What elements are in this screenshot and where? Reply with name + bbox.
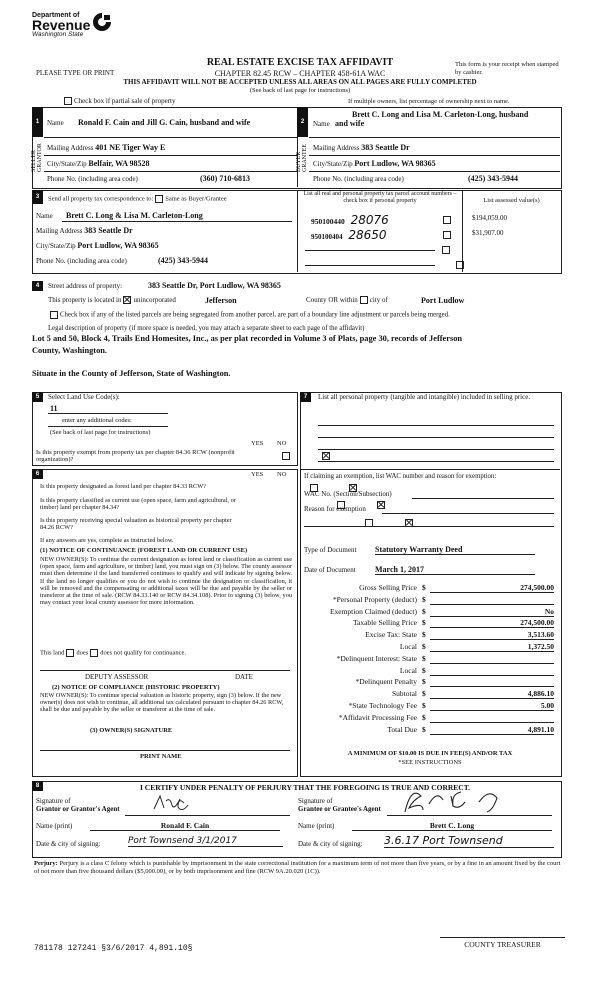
fee-value: [430, 677, 554, 687]
personal-property-checkbox[interactable]: [456, 261, 464, 269]
fee-label: *Delinquent Interest: State: [336, 653, 417, 663]
personal-property-checkbox[interactable]: [443, 216, 451, 224]
tax-mail-label: Mailing Address: [36, 227, 83, 235]
grantee-date-city: 3.6.17 Port Townsend: [384, 834, 554, 848]
grantee-name-label: Name (print): [298, 822, 335, 830]
fee-label: Exemption Claimed (deduct): [329, 606, 417, 616]
tax-corr-label: Send all property tax correspondence to: Same as Buyer/Grantee: [48, 195, 227, 203]
tax-city-label: City/State/Zip: [36, 242, 76, 250]
seller-name-label: Name: [47, 119, 64, 127]
logo-revenue: Revenue: [32, 17, 91, 33]
s6-no-label: NO: [277, 471, 287, 478]
fee-value: [430, 713, 554, 723]
unincorporated-checkbox[interactable]: [123, 296, 131, 304]
fee-value: [430, 595, 554, 605]
legal-line2: County, Washington.: [32, 346, 108, 355]
fee-row: [302, 642, 554, 654]
parcel-number: 950100440: [311, 217, 345, 226]
county-name: Jefferson: [205, 296, 237, 305]
segregated-checkbox[interactable]: [50, 311, 58, 319]
parcel-value: $194,059.00: [472, 214, 507, 222]
grantee-sig-label: Signature of Grantee or Grantee's Agent: [298, 797, 381, 813]
fee-label: *State Technology Fee: [348, 700, 417, 710]
parcel-header: List all real and personal property tax parcel account numbers – check box if personal property: [303, 191, 457, 204]
county-label: County OR within city of: [306, 296, 388, 304]
fee-label: Excise Tax: State: [365, 630, 417, 640]
section-5-marker: 5: [32, 392, 43, 402]
tax-name: Brett C. Long & Lisa M. Carleton-Long: [66, 211, 203, 220]
grantee-date-label: Date & city of signing:: [298, 840, 363, 848]
situate-line: Situate in the County of Jefferson, State of Washington.: [32, 369, 231, 378]
does-checkbox[interactable]: [66, 649, 74, 657]
fee-rows: [302, 583, 554, 736]
section-3-marker: 3: [32, 190, 43, 204]
notice2-title: (2) NOTICE OF COMPLIANCE (HISTORIC PROPERTY): [52, 684, 220, 691]
fee-label: *Personal Property (deduct): [332, 594, 417, 604]
multiple-owners: If multiple owners, list percentage of ownership next to name.: [348, 98, 510, 105]
deputy-assessor-label: DEPUTY ASSESSOR: [85, 673, 149, 681]
fee-value: 274,500.00: [430, 583, 554, 593]
partial-sale: Check box if partial sale of property: [62, 97, 175, 105]
form-title: REAL ESTATE EXCISE TAX AFFIDAVIT: [206, 57, 394, 68]
fee-value: 3,513.60: [430, 630, 554, 640]
parcel-row: [311, 213, 459, 227]
fee-value: [430, 654, 554, 664]
fee-value: [430, 666, 554, 676]
fee-value: 5.00: [430, 701, 554, 711]
legal-line1: Lot 5 and 50, Block 4, Trails End Homesites, Inc., as per plat recorded in Volume 3 of Plats, page 30, records of Jefferson: [32, 334, 463, 343]
doc-date: March 1, 2017: [375, 565, 535, 575]
grantor-signature: [150, 793, 230, 813]
notice1-title: (1) NOTICE OF CONTINUANCE (FOREST LAND OR CURRENT USE): [40, 547, 248, 554]
parcel-number: 950100404: [311, 233, 343, 241]
fee-label: *Delinquent Penalty: [355, 677, 417, 687]
personal-property-label: List all personal property (tangible and intangible) included in selling price.: [318, 393, 531, 401]
dollar-sign: $: [422, 724, 426, 734]
seller-phone-label: Phone No. (including area code): [47, 175, 138, 183]
fee-row: [302, 677, 554, 689]
parcel-handwritten: 28650: [348, 228, 387, 242]
please-type: PLEASE TYPE OR PRINT: [36, 69, 115, 77]
minimum-fee-note: A MINIMUM OF $10.00 IS DUE IN FEE(S) AND/OR TAX: [347, 750, 513, 757]
notice2-body: NEW OWNER(S): To continue special valuation as historic property, sign (3) below. If the new owner(s) does not wish to continue, all additional tax calculated pursuant to chapter 84.26 RCW, shall be due and payable by the seller or transferor at the time of sale.: [40, 692, 284, 714]
dollar-sign: $: [422, 653, 426, 663]
buyer-city-label: City/State/Zip: [313, 160, 353, 168]
yes-label: YES: [251, 440, 264, 447]
seller-city-label: City/State/Zip: [47, 160, 87, 168]
fee-row: [302, 666, 554, 678]
fee-row: [302, 654, 554, 666]
grantor-date-label: Date & city of signing:: [36, 840, 101, 848]
dollar-sign: $: [422, 689, 426, 699]
additional-codes: enter any additional codes:: [62, 417, 132, 424]
fee-label: *Affidavit Processing Fee: [338, 712, 417, 722]
date-label: DATE: [235, 673, 253, 681]
logo-state: Washington State: [32, 31, 84, 38]
logo-emblem-icon: [92, 12, 112, 34]
grantor-sig-label: Signature of Grantor or Grantor's Agent: [36, 797, 120, 813]
street-address: 383 Seattle Dr, Port Ludlow, WA 98365: [148, 281, 281, 290]
parcel-row: [311, 228, 459, 242]
dollar-sign: $: [422, 630, 426, 640]
land-use-see-back: (See back of last page for instructions): [50, 429, 151, 436]
print-name-label: PRINT NAME: [140, 753, 182, 760]
fee-row: [302, 618, 554, 630]
fee-label: Local: [399, 665, 417, 675]
fee-row: [302, 583, 554, 595]
dollar-sign: $: [422, 606, 426, 616]
form-see-back: (See back of last page for instructions): [249, 87, 351, 94]
s6-yes-label: YES: [251, 471, 264, 478]
county-treasurer: COUNTY TREASURER: [464, 940, 541, 949]
receipt-note: This form is your receipt when stamped by cashier.: [455, 61, 559, 76]
fee-label: Local: [399, 641, 417, 651]
city-of-checkbox[interactable]: [360, 296, 368, 304]
owner-signature-label: (3) OWNER(S) SIGNATURE: [90, 727, 173, 734]
personal-property-checkbox[interactable]: [443, 231, 451, 239]
wac-label: WAC No. (Section/Subsection): [304, 490, 392, 498]
section-6-marker: 6: [32, 469, 43, 479]
exempt-yes-checkbox[interactable]: [282, 452, 290, 460]
fee-value: 4,886.10: [430, 689, 554, 699]
perjury-note: Perjury: Perjury is a class C felony which is punishable by imprisonment in the state correctional institution for a maximum term of not more than five years, or by a fine in an amount fixed by the court of not more than five thousand dollars ($5,000.00), or by both imprisonment and fine (RCW 9A.20.020 (1C)).: [34, 860, 561, 875]
fee-value: No: [430, 607, 554, 617]
buyer-name-label: Name: [313, 120, 330, 128]
fee-row: [302, 689, 554, 701]
parcel-handwritten: 28076: [350, 213, 389, 227]
buyer-name-line2: and wife: [335, 119, 365, 128]
notice1-body: NEW OWNER(S): To continue the current designation as forest land or classification as current use (open space, farm and agriculture, or timber) land, you must sign on (3) below. The county assessor must then determine if the land transferred continues to qualify and will indicate by signing below. If the land no longer qualifies or you do not wish to continue the designation or classification, it will be removed and the compensating or additional taxes will be due and payable by the seller or transferor at the time of sale. (RCW 84.33.140 or RCW 84.34.108). Prior to signing (3) below, you may contact your local county assessor for more information.: [40, 556, 292, 607]
grantor-date-city: Port Townsend 3/1/2017: [128, 836, 283, 847]
section-4-marker: 4: [32, 281, 43, 291]
assessed-header: List assessed value(s): [483, 197, 540, 204]
seller-mail: 401 NE Tiger Way E: [95, 143, 166, 152]
historic-question: Is this property receiving special valuation as historical property per chapter 84.26 RCW?: [40, 517, 232, 531]
grantee-name: Brett C. Long: [352, 821, 552, 831]
fee-label: Taxable Selling Price: [352, 618, 417, 628]
doc-date-label: Date of Document: [304, 566, 356, 574]
seller-name: Ronald F. Cain and Jill G. Cain, husband and wife: [78, 118, 251, 127]
grantor-name-label: Name (print): [36, 822, 73, 830]
buyer-mail-label: Mailing Address: [313, 144, 360, 152]
land-use-label: Select Land Use Code(s):: [48, 393, 120, 401]
dollar-sign: $: [422, 641, 426, 651]
fee-row: [302, 630, 554, 642]
forest-question: Is this property designated as forest land per chapter 84.33 RCW?: [40, 483, 206, 490]
tax-city: Port Ludlow, WA 98365: [77, 241, 159, 250]
receipt-stamp: 781178 127241 §3/6/2017 4,891.10§: [34, 944, 193, 953]
dollar-sign: $: [422, 594, 426, 604]
partial-sale-checkbox[interactable]: [64, 97, 72, 105]
segregated-line: Check box if any of the listed parcels are being segregated from another parcel, are part of a boundary line adjustment or parcels being merged.: [48, 311, 450, 319]
buyer-city: Port Ludlow, WA 98365: [354, 159, 436, 168]
fee-row: [302, 607, 554, 619]
tax-phone: (425) 343-5944: [158, 256, 208, 265]
current-use-question: Is this property classified as current use (open space, farm and agricultural, or timber) land per chapter 84.34?: [40, 497, 236, 511]
dor-logo: [32, 12, 132, 52]
fee-value: 1,372.50: [430, 642, 554, 652]
dollar-sign: $: [422, 712, 426, 722]
see-instructions: *SEE INSTRUCTIONS: [398, 759, 462, 766]
does-not-checkbox[interactable]: [90, 649, 98, 657]
exemption-label: If claiming an exemption, list WAC number and reason for exemption:: [304, 473, 497, 480]
buyer-phone: (425) 343-5944: [468, 174, 518, 183]
fee-value: 274,500.00: [430, 618, 554, 628]
parcel-value: $31,907.00: [472, 229, 504, 237]
grantee-signature: [395, 786, 525, 816]
city-name: Port Ludlow: [421, 296, 465, 305]
fee-row: [302, 595, 554, 607]
reason-label: Reason for exemption: [304, 505, 366, 513]
certify-text: I CERTIFY UNDER PENALTY OF PERJURY THAT THE FOREGOING IS TRUE AND CORRECT.: [140, 783, 471, 792]
qualify-line: This land does does not qualify for continuance.: [40, 649, 187, 657]
fee-label: Total Due: [387, 724, 417, 734]
fee-row: [302, 713, 554, 725]
exempt-question: Is this property exempt from property tax per chapter 84.36 RCW (nonprofit organization)?: [36, 449, 235, 463]
seller-mail-label: Mailing Address: [47, 144, 94, 152]
buyer-side-label: BUYER GRANTEE: [296, 144, 308, 172]
section-1-marker: 1: [32, 107, 43, 137]
dollar-sign: $: [422, 677, 426, 687]
form-chapter: CHAPTER 82.45 RCW – CHAPTER 458-61A WAC: [214, 69, 386, 78]
legal-label: Legal description of property (if more space is needed, you may attach a separate sheet to each page of the affidavit): [48, 325, 365, 332]
dollar-sign: $: [422, 665, 426, 675]
grantor-name: Ronald F. Cain: [90, 821, 280, 831]
section-2-marker: 2: [297, 107, 308, 137]
fee-label: Subtotal: [391, 689, 417, 699]
seller-side-label: SELLER GRANTOR: [31, 143, 43, 172]
tax-mail: 383 Seattle Dr: [84, 226, 133, 235]
doc-type-label: Type of Document: [304, 546, 357, 554]
section-8-marker: 8: [32, 781, 43, 791]
form-warning: THIS AFFIDAVIT WILL NOT BE ACCEPTED UNLESS ALL AREAS ON ALL PAGES ARE FULLY COMPLETED: [123, 78, 477, 86]
logo-dept: Department of: [32, 12, 80, 19]
tax-name-label: Name: [36, 212, 53, 220]
buyer-phone-label: Phone No. (including area code): [313, 175, 404, 183]
section-7-marker: 7: [300, 392, 311, 402]
same-as-buyer-checkbox[interactable]: [155, 195, 163, 203]
no-label: NO: [277, 440, 287, 447]
buyer-name-line1: Brett C. Long and Lisa M. Carleton-Long, husband: [352, 110, 529, 119]
dollar-sign: $: [422, 618, 426, 628]
doc-type: Statutory Warranty Deed: [375, 545, 535, 555]
seller-phone: (360) 710-6813: [200, 174, 250, 183]
seller-city: Belfair, WA 98528: [88, 159, 150, 168]
dollar-sign: $: [422, 700, 426, 710]
located-line: This property is located in unincorporated: [48, 296, 176, 304]
tax-phone-label: Phone No. (including area code): [36, 257, 127, 265]
dollar-sign: $: [422, 583, 426, 592]
street-label: Street address of property:: [48, 282, 123, 290]
land-use-code: 11: [50, 404, 58, 413]
buyer-mail: 383 Seattle Dr: [361, 143, 410, 152]
if-yes-text: If any answers are yes, complete as instructed below.: [40, 537, 174, 544]
fee-label: Gross Selling Price: [359, 583, 417, 592]
fee-row: [302, 725, 554, 737]
fee-value: 4,891.10: [430, 725, 554, 735]
fee-row: [302, 701, 554, 713]
personal-property-checkbox[interactable]: [442, 246, 450, 254]
